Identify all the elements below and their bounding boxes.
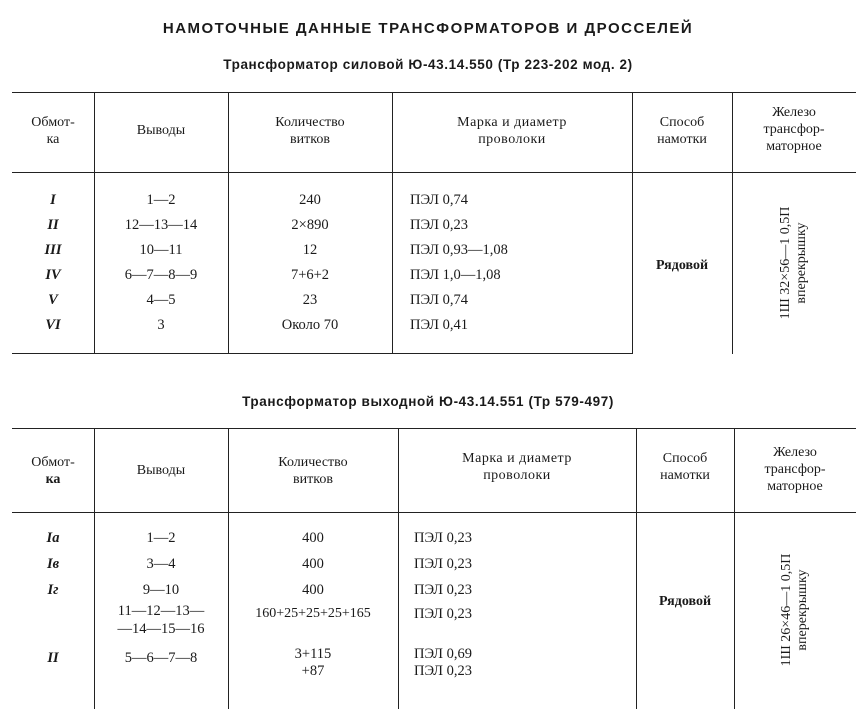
winding-cell: Iг (47, 582, 59, 598)
leads-cell: 5—6—7—8 (124, 650, 198, 666)
leads-cell: 3 (157, 317, 165, 333)
winding-cell: III (44, 242, 62, 258)
header-turns: Количество витков (278, 455, 348, 487)
header-winding: Обмот- ка (31, 115, 75, 147)
wire-cell: ПЭЛ 0,74 (410, 292, 468, 308)
header-leads: Выводы (136, 463, 186, 478)
turns-cell: 23 (302, 292, 318, 308)
winding-cell: IV (45, 267, 61, 283)
table2 (12, 428, 856, 709)
winding-cell: II (47, 650, 59, 666)
leads-cell: 3—4 (146, 556, 176, 572)
winding-cell: V (48, 292, 58, 308)
wire-cell: ПЭЛ 0,23 (414, 530, 472, 546)
table1-top-border (12, 92, 856, 93)
method-cell: Рядовой (658, 594, 712, 609)
table2-header-border (12, 512, 856, 513)
header-turns: Количество витков (275, 115, 345, 147)
leads-cell: 4—5 (146, 292, 176, 308)
core-cell: 1Ш 32×56—1 0,5П вперекрышку (778, 206, 809, 319)
turns-cell: 7+6+2 (290, 267, 330, 283)
turns-cell: 400 (302, 582, 324, 598)
table1-subtitle: Трансформатор силовой Ю-43.14.550 (Тр 223-202 мод. 2) (223, 57, 633, 72)
header-method: Способ намотки (660, 451, 710, 483)
leads-cell: 1—2 (146, 192, 176, 208)
table1-header-border (12, 172, 856, 173)
table1-bottom-border (12, 353, 632, 354)
leads-cell: 11—12—13— —14—15—16 (117, 603, 205, 637)
header-core: Железо трансфор- маторное (763, 105, 825, 154)
leads-cell: 6—7—8—9 (124, 267, 198, 283)
turns-cell: 3+115 +87 (294, 646, 332, 679)
header-method: Способ намотки (657, 115, 707, 147)
header-winding: Обмот- ка (31, 455, 75, 487)
turns-cell: 160+25+25+25+165 (255, 606, 371, 621)
turns-cell: 12 (302, 242, 318, 258)
leads-cell: 10—11 (139, 242, 183, 258)
leads-cell: 1—2 (146, 530, 176, 546)
table2-subtitle: Трансформатор выходной Ю-43.14.551 (Тр 579-497) (242, 394, 614, 409)
wire-cell: ПЭЛ 0,23 (414, 582, 472, 598)
winding-cell: VI (45, 317, 61, 333)
turns-cell: 2×890 (291, 217, 329, 233)
wire-cell: ПЭЛ 0,23 (410, 217, 468, 233)
leads-cell: 12—13—14 (124, 217, 198, 233)
header-wire: Марка и диаметр проволоки (457, 115, 567, 147)
wire-cell: ПЭЛ 0,93—1,08 (410, 242, 508, 258)
header-leads: Выводы (136, 123, 186, 138)
table2-top-border (12, 428, 856, 429)
header-wire: Марка и диаметр проволоки (462, 451, 572, 483)
leads-cell: 9—10 (142, 582, 180, 598)
winding-cell: Iа (46, 530, 60, 546)
wire-cell: ПЭЛ 0,74 (410, 192, 468, 208)
wire-cell: ПЭЛ 0,69 ПЭЛ 0,23 (414, 646, 472, 679)
wire-cell: ПЭЛ 1,0—1,08 (410, 267, 501, 283)
wire-cell: ПЭЛ 0,23 (414, 606, 472, 622)
turns-cell: 240 (299, 192, 321, 208)
page-title: НАМОТОЧНЫЕ ДАННЫЕ ТРАНСФОРМАТОРОВ И ДРОССЕЛЕЙ (162, 20, 694, 37)
method-cell: Рядовой (655, 258, 709, 273)
turns-cell: 400 (302, 556, 324, 572)
wire-cell: ПЭЛ 0,23 (414, 556, 472, 572)
winding-cell: I (50, 192, 56, 208)
header-core: Железо трансфор- маторное (764, 445, 826, 494)
winding-cell: II (47, 217, 59, 233)
core-cell: 1Ш 26×46—1 0,5П вперекрышку (779, 553, 810, 667)
wire-cell: ПЭЛ 0,41 (410, 317, 468, 333)
table1 (12, 92, 856, 354)
winding-cell: Iв (46, 556, 60, 572)
turns-cell: 400 (302, 530, 324, 546)
turns-cell: Около 70 (281, 317, 339, 333)
